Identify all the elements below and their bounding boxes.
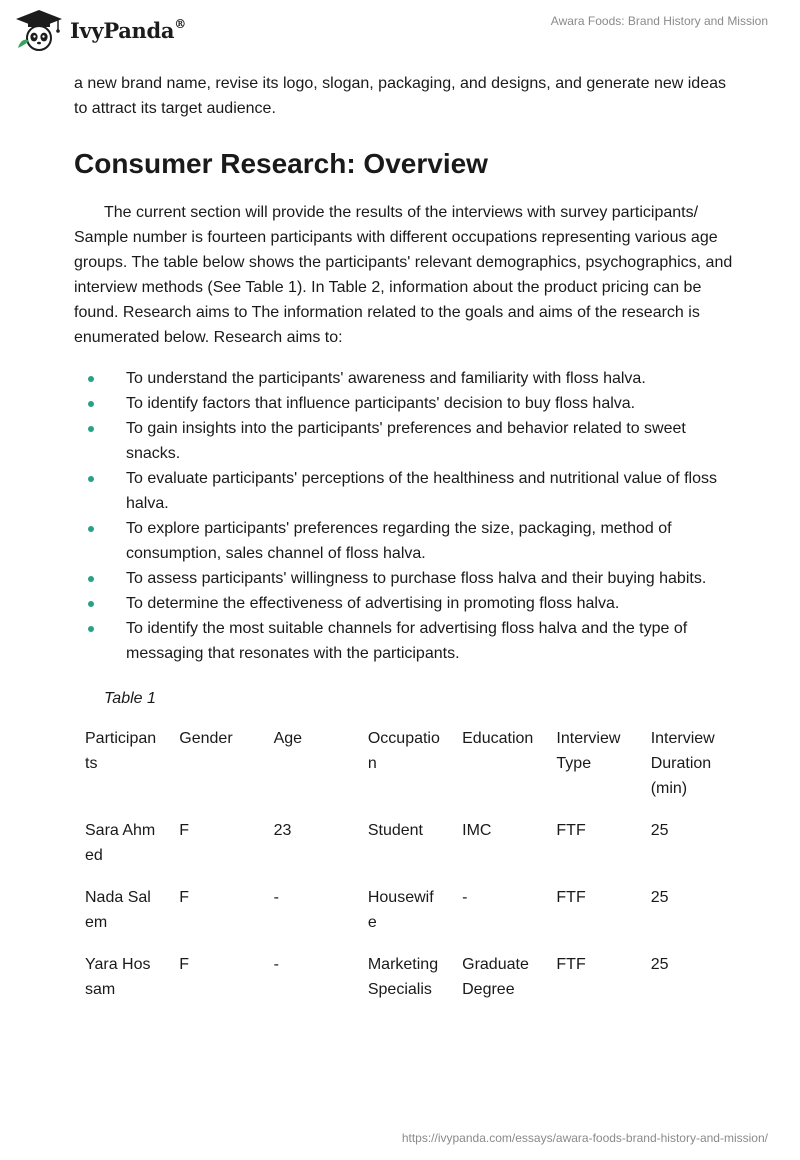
brand-name: IvyPanda® <box>70 16 186 43</box>
research-aims-list <box>74 366 734 666</box>
list-item-text: To identify factors that influence participants' decision to buy floss halva. <box>126 395 636 412</box>
table-cell: - <box>273 956 279 973</box>
table-row <box>74 813 734 880</box>
list-item <box>74 566 734 591</box>
list-item-text: To identify the most suitable channels for advertising floss halva and the type of messaging that resonates with the participants. <box>126 620 688 662</box>
table-header-row <box>74 721 734 813</box>
table-cell: Yara Hossam <box>85 956 151 998</box>
column-header-education: Education <box>462 730 534 747</box>
list-item-text: To explore participants' preferences regarding the size, packaging, method of consumption, sales channel of floss halva. <box>126 520 672 562</box>
section-paragraph: The current section will provide the results of the interviews with survey participants/ Sample number is fourteen participants with different occupations representing various age groups. The table below shows the participants' relevant demographics, psychographics, and interview methods (See Table 1). In Table 2, information about the product pricing can be found. Research aims to The information related to the goals and aims of the research is enumerated below. Research aims to: <box>74 204 733 346</box>
table-cell: Marketing Specialis <box>367 956 439 998</box>
list-item-text: To gain insights into the participants' preferences and behavior related to sweet snacks. <box>126 420 686 462</box>
table-cell: - <box>462 889 468 906</box>
participants-table <box>74 721 734 1014</box>
column-header-gender: Gender <box>179 730 233 747</box>
list-item <box>74 466 734 516</box>
list-item <box>74 391 734 416</box>
table-cell: Graduate Degree <box>462 956 529 998</box>
bullet-icon <box>88 626 94 632</box>
section-heading: Consumer Research: Overview <box>74 148 488 179</box>
table-cell: - <box>273 889 279 906</box>
table-cell: IMC <box>462 822 492 839</box>
table-cell: FTF <box>556 956 586 973</box>
bullet-icon <box>88 426 94 432</box>
document-title: Awara Foods: Brand History and Mission <box>550 14 768 28</box>
source-url-link[interactable]: https://ivypanda.com/essays/awara-foods-brand-history-and-mission/ <box>401 1131 768 1145</box>
table-cell: F <box>179 822 190 839</box>
ivypanda-logo[interactable] <box>14 8 186 52</box>
table-cell: Sara Ahmed <box>85 822 156 864</box>
bullet-icon <box>88 376 94 382</box>
table-cell: F <box>179 889 190 906</box>
list-item-text: To evaluate participants' perceptions of the healthiness and nutritional value of floss halva. <box>126 470 717 512</box>
list-item <box>74 591 734 616</box>
table-cell: Housewife <box>367 889 434 931</box>
bullet-icon <box>88 401 94 407</box>
list-item <box>74 516 734 566</box>
article-body <box>74 71 734 1014</box>
table-cell: 23 <box>273 822 292 839</box>
panda-graduate-icon <box>14 8 64 52</box>
bullet-icon <box>88 601 94 607</box>
table-cell: 25 <box>650 956 669 973</box>
table-cell: 25 <box>650 889 669 906</box>
bullet-icon <box>88 476 94 482</box>
table-caption: Table 1 <box>104 690 156 707</box>
list-item-text: To understand the participants' awareness and familiarity with floss halva. <box>126 370 646 387</box>
list-item-text: To determine the effectiveness of advertising in promoting floss halva. <box>126 595 620 612</box>
table-row <box>74 880 734 947</box>
table-cell: Nada Salem <box>85 889 151 931</box>
list-item <box>74 366 734 391</box>
bullet-icon <box>88 526 94 532</box>
column-header-age: Age <box>273 730 303 747</box>
intro-paragraph: a new brand name, revise its logo, slogan, packaging, and designs, and generate new ideas to attract its target audience. <box>74 75 726 117</box>
table-cell: Student <box>367 822 423 839</box>
list-item-text: To assess participants' willingness to purchase floss halva and their buying habits. <box>126 570 707 587</box>
column-header-participants: Participants <box>85 730 157 772</box>
column-header-occupation: Occupation <box>367 730 440 772</box>
list-item <box>74 416 734 466</box>
table-cell: 25 <box>650 822 669 839</box>
column-header-interview-type: Interview Type <box>556 730 621 772</box>
list-item <box>74 616 734 666</box>
table-row <box>74 947 734 1014</box>
table-cell: FTF <box>556 889 586 906</box>
column-header-interview-duration: Interview Duration (min) <box>650 730 715 797</box>
page-header <box>0 0 800 64</box>
bullet-icon <box>88 576 94 582</box>
table-cell: FTF <box>556 822 586 839</box>
table-cell: F <box>179 956 190 973</box>
